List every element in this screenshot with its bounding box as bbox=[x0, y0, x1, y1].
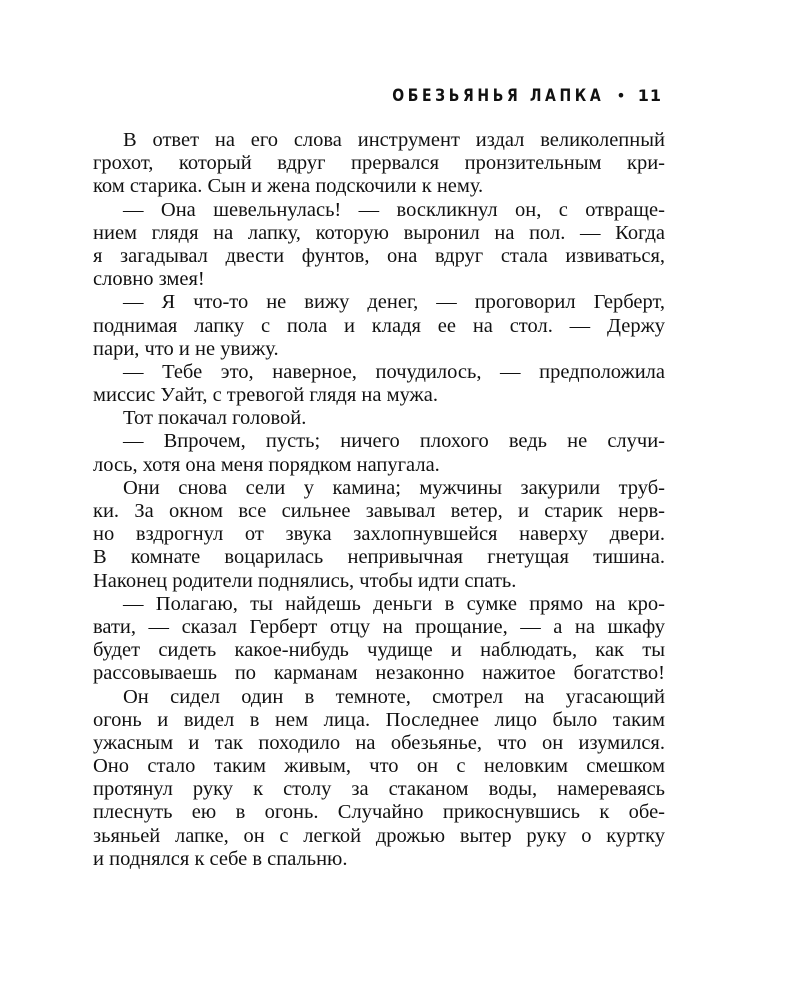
text-line: я загадывал двести фунтов, она вдруг стала извиваться, bbox=[93, 244, 665, 267]
text-line: но вздрогнул от звука захлопнувшейся наверху двери. bbox=[93, 523, 665, 546]
text-line: вати, — сказал Герберт отцу на прощание, — а на шкафу bbox=[93, 615, 665, 638]
text-line: Он сидел один в темноте, смотрел на угасающий bbox=[123, 685, 665, 708]
text-line: — Она шевельнулась! — воскликнул он, с отвраще- bbox=[123, 198, 665, 221]
text-line: — Полагаю, ты найдешь деньги в сумке прямо на кро- bbox=[123, 592, 665, 615]
paragraph bbox=[93, 407, 665, 430]
text-line: — Тебе это, наверное, почудилось, — предположила bbox=[123, 360, 665, 383]
text-line: Тот покачал головой. bbox=[123, 407, 307, 430]
text-line: ужасным и так походило на обезьянье, что он изумился. bbox=[93, 731, 665, 754]
text-line: и поднялся к себе в спальню. bbox=[93, 847, 348, 870]
text-line: нием глядя на лапку, которую выронил на пол. — Когда bbox=[93, 221, 665, 244]
paragraph bbox=[93, 686, 665, 872]
running-head-title: ОБЕЗЬЯНЬЯ ЛАПКА bbox=[392, 85, 605, 106]
page-number: 11 bbox=[637, 86, 662, 105]
paragraph bbox=[93, 129, 665, 199]
body-text bbox=[93, 129, 665, 871]
text-line: поднимая лапку с пола и кладя ее на стол. — Держу bbox=[93, 314, 665, 337]
text-line: рассовываешь по карманам незаконно нажитое богатство! bbox=[93, 662, 665, 685]
text-line: будет сидеть какое-нибудь чудище и наблюдать, как ты bbox=[93, 639, 665, 662]
paragraph bbox=[93, 593, 665, 686]
text-line: — Впрочем, пусть; ничего плохого ведь не случи- bbox=[123, 430, 665, 453]
paragraph bbox=[93, 430, 665, 476]
text-line: пари, что и не увижу. bbox=[93, 337, 279, 360]
paragraph bbox=[93, 199, 665, 292]
text-line: Наконец родители поднялись, чтобы идти спать. bbox=[93, 569, 517, 592]
text-line: В комнате воцарилась непривычная гнетущая тишина. bbox=[93, 546, 665, 569]
text-line: Они снова сели у камина; мужчины закурили труб- bbox=[123, 476, 665, 499]
paragraph bbox=[93, 291, 665, 361]
text-line: огонь и видел в нем лица. Последнее лицо было таким bbox=[93, 708, 665, 731]
text-line: ком старика. Сын и жена подскочили к нему. bbox=[93, 175, 484, 198]
text-line: миссис Уайт, с тревогой глядя на мужа. bbox=[93, 384, 438, 407]
text-line: зьяньей лапке, он с легкой дрожью вытер руку о куртку bbox=[93, 824, 665, 847]
text-line: протянул руку к столу за стаканом воды, намереваясь bbox=[93, 778, 665, 801]
text-line: грохот, который вдруг прервался пронзительным кри- bbox=[93, 152, 665, 175]
text-line: — Я что-то не вижу денег, — проговорил Герберт, bbox=[123, 291, 665, 314]
paragraph bbox=[93, 361, 665, 407]
text-line: лось, хотя она меня порядком напугала. bbox=[93, 453, 440, 476]
bullet-separator: • bbox=[616, 85, 626, 105]
text-line: В ответ на его слова инструмент издал великолепный bbox=[123, 129, 665, 151]
text-line: Оно стало таким живым, что он с неловким смешком bbox=[93, 755, 665, 778]
paragraph bbox=[93, 477, 665, 593]
text-line: плеснуть ею в огонь. Случайно прикоснувшись к обе- bbox=[93, 801, 665, 824]
text-line: ки. За окном все сильнее завывал ветер, и старик нерв- bbox=[93, 500, 665, 522]
text-line: словно змея! bbox=[93, 268, 205, 291]
running-head bbox=[392, 86, 662, 105]
